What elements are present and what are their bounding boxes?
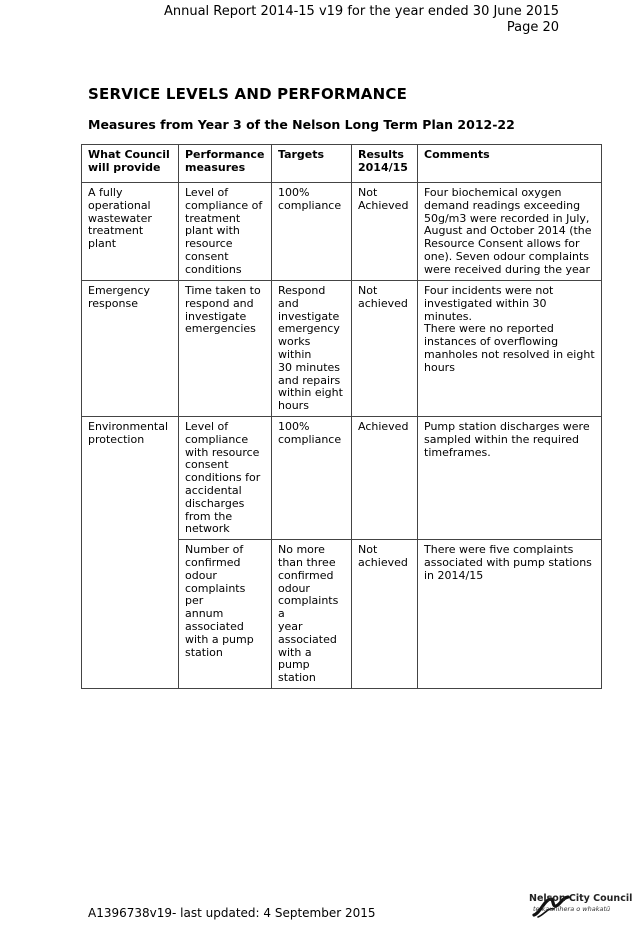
cell-measure: Time taken to respond and investigate emergencies xyxy=(179,281,272,417)
table-row xyxy=(82,281,602,417)
cell-comment: Four biochemical oxygen demand readings exceeding 50g/m3 were recorded in July, August and October 2014 (the Resource Consent allows for one). Seven odour complaints were received during the year xyxy=(418,183,602,281)
cell-provide: A fully operational wastewater treatment plant xyxy=(82,183,179,281)
cell-provide: Emergency response xyxy=(82,281,179,417)
cell-target: No more than three confirmed odour complaints a year associated with a pump station xyxy=(272,540,352,689)
cell-comment: There were five complaints associated with pump stations in 2014/15 xyxy=(418,540,602,689)
logo-tagline: te kaunihera o whakatū xyxy=(533,905,611,913)
column-header-targets: Targets xyxy=(272,145,352,183)
column-header-comments: Comments xyxy=(418,145,602,183)
table-row xyxy=(82,416,602,539)
cell-measure: Level of compliance of treatment plant with resource consent conditions xyxy=(179,183,272,281)
table-header-row xyxy=(82,145,602,183)
cell-target: Respond and investigate emergency works within 30 minutes and repairs within eight hours xyxy=(272,281,352,417)
page-header xyxy=(164,4,559,36)
column-header-provide: What Council will provide xyxy=(82,145,179,183)
cell-target: 100% compliance xyxy=(272,183,352,281)
section-title: SERVICE LEVELS AND PERFORMANCE xyxy=(88,85,408,103)
cell-result: Not achieved xyxy=(352,281,418,417)
cell-result: Not Achieved xyxy=(352,183,418,281)
cell-comment: Four incidents were not investigated within 30 minutes. There were no reported instances of overflowing manholes not resolved in eight hours xyxy=(418,281,602,417)
column-header-measures: Performance measures xyxy=(179,145,272,183)
cell-result: Achieved xyxy=(352,416,418,539)
footer-doc-id: A1396738v19- last updated: 4 September 2015 xyxy=(88,906,376,920)
cell-measure: Level of compliance with resource consent conditions for accidental discharges from the network xyxy=(179,416,272,539)
cell-measure: Number of confirmed odour complaints per annum associated with a pump station xyxy=(179,540,272,689)
page-number: Page 20 xyxy=(506,20,559,35)
cell-result: Not achieved xyxy=(352,540,418,689)
report-title: Annual Report 2014-15 v19 for the year ended 30 June 2015 xyxy=(163,4,559,19)
cell-provide: Environmental protection xyxy=(82,416,179,688)
table-subtitle: Measures from Year 3 of the Nelson Long Term Plan 2012-22 xyxy=(88,117,515,132)
cell-comment: Pump station discharges were sampled within the required timeframes. xyxy=(418,416,602,539)
cell-target: 100% compliance xyxy=(272,416,352,539)
column-header-results: Results 2014/15 xyxy=(352,145,418,183)
service-levels-table xyxy=(81,144,602,689)
logo-name: Nelson City Council xyxy=(529,893,633,904)
table-row xyxy=(82,183,602,281)
